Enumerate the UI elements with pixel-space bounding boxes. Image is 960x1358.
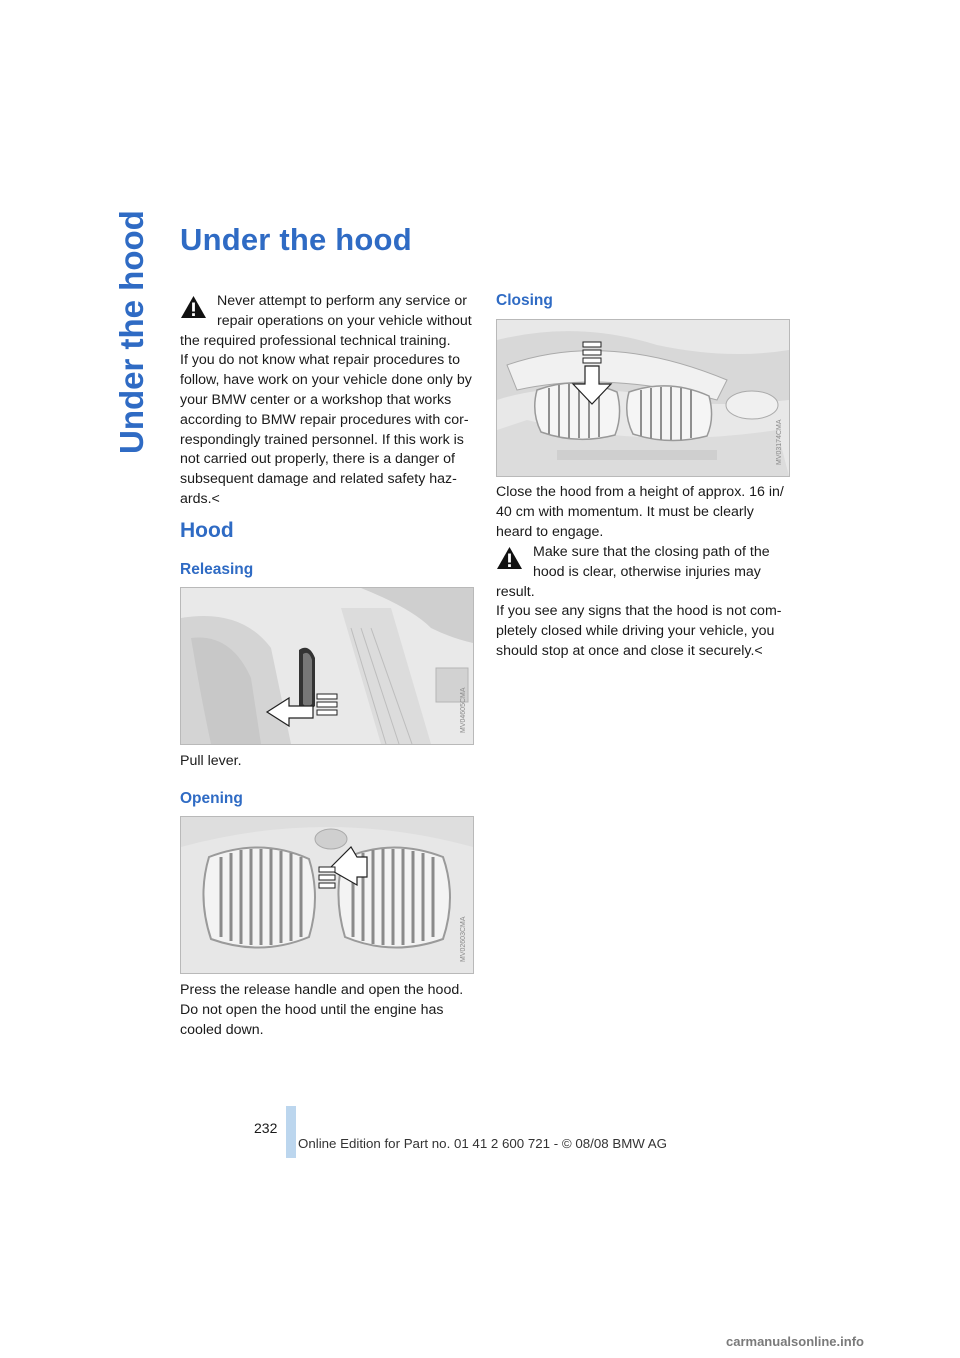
warning-triangle-icon [180,295,207,319]
closing-warning [496,543,790,662]
page-number: 232 [254,1120,278,1136]
intro-warning-line-2: repair operations on your vehicle without [217,312,472,329]
side-tab [110,210,154,454]
end-mark: < [754,642,763,659]
watermark: carmanualsonline.info [726,1334,864,1349]
opening-fig-code: MV02603CMA [460,916,467,962]
side-tab-label: Under the hood [113,210,150,454]
closing-fig-code: MV03174CMA [776,419,783,465]
closing-caption: Close the hood from a height of approx. 16 in/ 40 cm with momentum. It must be clearly heard to engage. [496,484,784,540]
page-title: Under the hood [180,222,412,257]
releasing-caption: Pull lever. [180,753,242,769]
closing-warning-line-1: Make sure that the closing path of the [533,544,770,560]
closing-warning-line-2: hood is clear, otherwise injuries may [533,563,761,580]
opening-figure [180,816,474,974]
closing-warning-body-text: result. If you see any signs that the hood is not com-pletely closed while driving your vehicle, you should stop at once and close it securely. [496,583,782,659]
closing-heading: Closing [496,292,553,309]
intro-warning-body-text: the required professional technical training. If you do not know what repair procedures to follow, have work on your vehicle done only by your BMW center or a workshop that works according to BMW repair procedures with cor-respondingly trained personnel. If this work is not carried out properly, there is a danger of subsequent damage and related safety haz-ards. [180,332,472,507]
opening-caption: Press the release handle and open the hood. Do not open the hood until the engine has cooled down. [180,982,464,1038]
footer-edition: Online Edition for Part no. 01 41 2 600 721 - © 08/08 BMW AG [298,1136,668,1151]
hood-heading: Hood [180,519,234,542]
intro-warning-body [180,332,472,510]
releasing-figure [180,587,474,745]
intro-warning-line-1: Never attempt to perform any service or [217,293,467,309]
closing-warning-body [496,583,790,662]
footer-bar [286,1106,296,1158]
releasing-fig-code: MV04605CMA [460,687,467,733]
end-mark: < [211,490,220,507]
opening-heading: Opening [180,790,243,807]
intro-warning [180,292,472,510]
releasing-heading: Releasing [180,561,254,578]
closing-figure [496,319,790,477]
warning-triangle-icon [496,546,523,570]
